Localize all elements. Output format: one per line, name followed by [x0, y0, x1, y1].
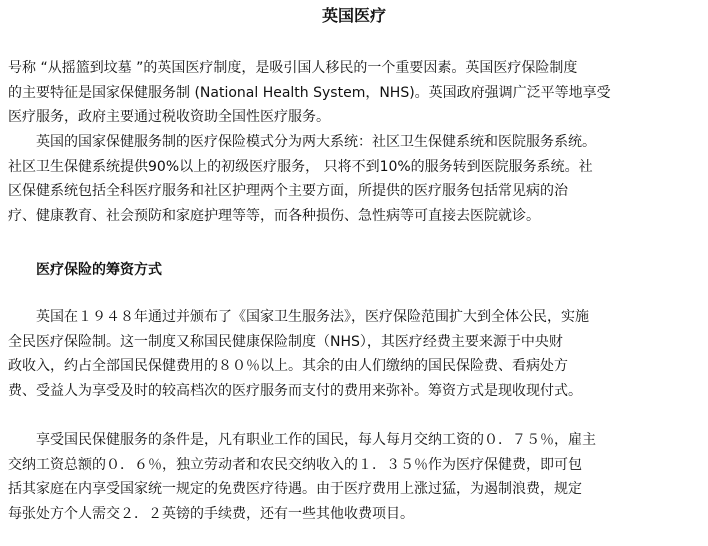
paragraph-line: 英国的国家保健服务制的医疗保险模式分为两大系统：社区卫生保健系统和医院服务系统。	[8, 134, 596, 150]
paragraph-line: 括其家庭在内享受国家统一规定的免费医疗待遇。由于医疗费用上涨过猛，为遏制浪费，规定	[8, 481, 582, 497]
section-heading: 医疗保险的筹资方式	[36, 262, 162, 278]
paragraph-line: 享受国民保健服务的条件是，凡有职业工作的国民，每人每月交纳工资的０．７５％，雇主	[8, 432, 596, 448]
intro-paragraph	[8, 56, 700, 130]
paragraph-line: 全民医疗保险制。这一制度又称国民健康保险制度（NHS），其医疗经费主要来源于中央财	[8, 333, 563, 350]
paragraph-line: 费、受益人为享受及时的较高档次的医疗服务而支付的费用来弥补。筹资方式是现收现付式。	[8, 382, 582, 399]
paragraph-line: 社区卫生保健系统提供90%以上的初级医疗服务， 只将不到10%的服务转到医院服务系统。社	[8, 158, 593, 175]
paragraph-line: 医疗服务，政府主要通过税收资助全国性医疗服务。	[8, 109, 330, 125]
paragraph-line: 交纳工资总额的０．６％，独立劳动者和农民交纳收入的１．３５％作为医疗保健费，即可包	[8, 456, 582, 473]
system-paragraph	[8, 130, 700, 228]
paragraph-line: 每张处方个人需交２．２英镑的手续费，还有一些其他收费项目。	[8, 505, 414, 522]
paragraph-line: 区保健系统包括全科医疗服务和社区护理两个主要方面，所提供的医疗服务包括常见病的治	[8, 183, 568, 199]
paragraph-line: 疗、健康教育、社会预防和家庭护理等等，而各种损伤、急性病等可直接去医院就诊。	[8, 207, 540, 224]
funding-paragraph	[8, 305, 700, 403]
conditions-paragraph	[8, 428, 700, 526]
article-title: 英国医疗	[321, 6, 386, 25]
paragraph-line: 的主要特征是国家保健服务制 (National Health System，NHS)。英国政府强调广泛平等地享受	[8, 84, 611, 101]
paragraph-line: 政收入，约占全部国民保健费用的８０％以上。其余的由人们缴纳的国民保险费、看病处方	[8, 358, 568, 374]
paragraph-line: 号称 “从摇篮到坟墓 ”的英国医疗制度，是吸引国人移民的一个重要因素。英国医疗保险制度	[8, 60, 578, 76]
paragraph-line: 英国在１９４８年通过并颁布了《国家卫生服务法》，医疗保险范围扩大到全体公民，实施	[8, 309, 589, 325]
